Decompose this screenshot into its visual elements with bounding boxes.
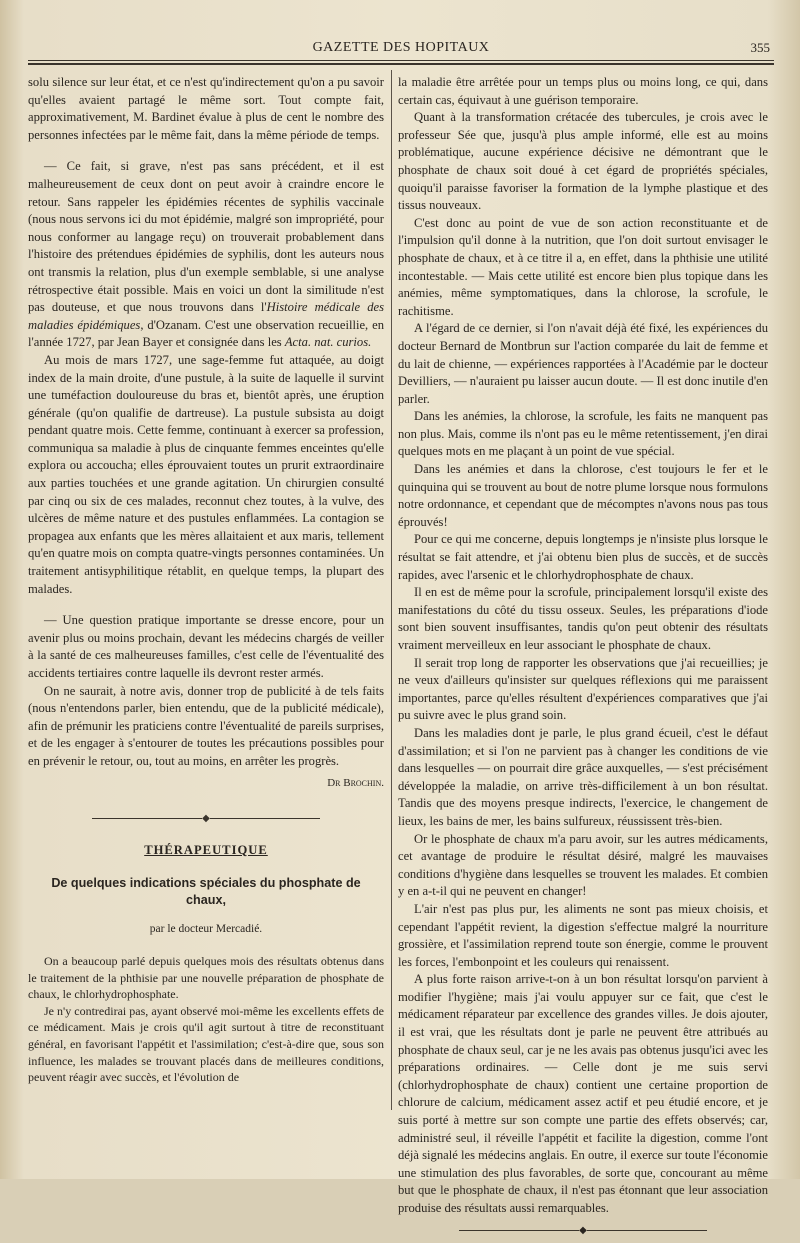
paragraph: — Ce fait, si grave, n'est pas sans précédent, et il est malheureusement de ceux dont on peut avoir à craindre encore le retour. Sans rappeler les épidémies récentes de syphilis vaccinale (nous nous servons ici du mot épidémie, malgré son impropriété, pour nous conformer au langage reçu) on trouverait probablement dans l'histoire des prétendues épidémies de syphilis, dont les auteurs nous ont transmis la relation, plus d'un exemple semblable, si une analyse rétrospective était possible. Mais en voici un dont la similitude n'est pas douteuse, et que nous trouvons dans l'Histoire médicale des maladies épidémiques, d'Ozanam. C'est une observation recueillie, en l'année 1727, par Jean Bayer et consignée dans les Acta. nat. curios.	[28, 159, 384, 350]
column-divider	[391, 70, 392, 1110]
paragraph: Au mois de mars 1727, une sage-femme fut attaquée, au doigt index de la main droite, d'une pustule, à la suite de laquelle il survint une tuméfaction douloureuse du bras et, bientôt après, une éruption générale (qu'on qualifie de dartreuse). La pustule subsista au doigt pendant quatre mois. Cette femme, continuant à exercer sa profession, communiqua sa maladie à plus de cinquante femmes enceintes qu'elle explora ou accoucha; elles éprouvaient toutes un prurit extraordinaire aux parties touchées et une grande agitation. Un chirurgien consulté par cinq ou six de ces malades, reconnut chez toutes, à la vulve, des ulcères de même nature et des pustules enflammées. La contagion se propagea aux enfants que les mères allaitaient et aux maris, tellement qu'en quatre mois on compta quatre-vingts personnes contaminées. Un traitement antisyphilitique rétablit, en quelque temps, la plupart des malades.	[28, 352, 384, 596]
ornament-divider: ◆	[28, 810, 384, 828]
page-number: 355	[750, 40, 770, 55]
paragraph: solu silence sur leur état, et ce n'est qu'indirectement qu'on a pu savoir qu'elles avaient partagé le même sort. Tout compte fait, approximativement, M. Bardinet évalue à plus de cent le nombre des personnes infectées par le même fait, dans la même période de temps.	[28, 75, 384, 142]
paragraph: Il serait trop long de rapporter les observations que j'ai recueillies; je ne veux d'ailleurs qu'insister sur quelques réflexions qui me paraissent importantes, parce qu'elles résultent d'expériences comparatives que j'ai pu suivre avec le plus grand soin.	[398, 655, 768, 723]
header-rule-thick	[28, 63, 774, 65]
signature: Dr Brochin.	[327, 776, 384, 789]
paragraph: — Une question pratique importante se dresse encore, pour un avenir plus ou moins prochain, devant les médecins chargés de veiller à la santé de ces malheureuses familles, c'est celle de l'éventualité des accidents tertiaires contre laquelle ils devront rester armés.	[28, 613, 384, 680]
ornament-divider: ◆	[398, 1222, 768, 1240]
paragraph: la maladie être arrêtée pour un temps plus ou moins long, ce qui, dans certain cas, équivaut à une guérison temporaire.	[398, 75, 768, 107]
byline: par le docteur Mercadié.	[149, 923, 263, 936]
paragraph: Quant à la transformation crétacée des tubercules, je crois avec le professeur Sée que, jusqu'à plus ample informé, elle est au moins problématique, aucune expérience décisive ne démontrant que le phosphate de chaux soit doué à cet égard de propriétés spéciales, quoiqu'il paraisse favoriser la formation de la lymphe plastique et des tissus nouveaux.	[398, 110, 768, 213]
paragraph: A plus forte raison arrive-t-on à un bon résultat lorsqu'on parvient à modifier l'hygiène; mais j'ai voulu appuyer sur ce fait, que c'est le médicament réparateur par excellence des grandes villes. Je dois ajouter, il est vrai, que les résultats dont je parle ne peuvent être attribués au phosphate de chaux seul, car je ne les avais pas obtenus jusqu'ici avec les préparations ordinaires. — Celle dont je me suis servi (chlorhydrophosphate de chaux) contient une certaine proportion de chlorure de calcium, médicament assez actif et peu étudié encore, et je suis porté à mettre sur son compte une partie des effets observés; car, administré seul, il réveille l'appétit et facilite la digestion, comme l'ont déjà signalé les médecins anglais. En outre, il exerce sur toute l'économie une stimulation des plus favorables, de sorte que, concourant au même but que le phosphate de chaux, il n'est pas étonnant que leur association produise des résultats aussi remarquables.	[398, 972, 768, 1215]
paragraph: Dans les anémies et dans la chlorose, c'est toujours le fer et le quinquina qui se trouvent au bout de notre plume lorsque nous formulons notre ordonnance, et cependant que de mécomptes n'avons nous pas tous éprouvés!	[398, 462, 768, 529]
paragraph: Dans les anémies, la chlorose, la scrofule, les faits ne manquent pas non plus. Mais, comme ils n'ont pas eu le même retentissement, j'en dirai quelques mots en me plaçant à un point de vue spécial.	[398, 409, 768, 459]
paragraph: On a beaucoup parlé depuis quelques mois des résultats obtenus dans le traitement de la phthisie par une nouvelle préparation de phosphate de chaux, le chlorhydrophosphate.	[28, 953, 384, 1002]
paragraph: Je n'y contredirai pas, ayant observé moi-même les excellents effets de ce médicament. Mais je crois qu'il agit surtout à titre de reconstituant général, en favorisant l'appétit et l'assimilation; c'est-à-dire que, sous son influence, les malades se trouvant placés dans de meilleures conditions, peuvent réagir avec succès, et l'évolution de	[28, 1003, 384, 1085]
right-column	[398, 74, 768, 1243]
left-column	[28, 74, 384, 1086]
paragraph: Il en est de même pour la scrofule, principalement lorsqu'il existe des manifestations du côté du tissu osseux. Seules, les préparations d'iode sont bien souvent insuffisantes, tandis qu'on peut obtenir des résultats vraiment merveilleux en leur associant le phosphate de chaux.	[398, 585, 768, 652]
paragraph: Pour ce qui me concerne, depuis longtemps je n'insiste plus lorsque le résultat se fait attendre, et j'ai obtenu bien plus de succès, et de succès rapides, avec l'arsenic et le chlorhydrophosphate de chaux.	[398, 532, 768, 582]
journal-title: GAZETTE DES HOPITAUX	[312, 40, 490, 55]
header-rule	[28, 60, 774, 61]
page-header	[28, 30, 774, 64]
paragraph: L'air n'est pas plus pur, les aliments ne sont pas mieux choisis, et cependant l'appétit revient, la digestion s'effectue malgré la nourriture grossière, et l'assimilation reprend toute son énergie, comme le prouvent les forces, l'embonpoint et les couleurs qui renaissent.	[398, 901, 768, 969]
paragraph: C'est donc au point de vue de son action reconstituante et de l'impulsion qu'il donne à la nutrition, que l'on doit surtout envisager le phosphate de chaux, et à ce titre il a, en effet, dans la phthisie une utilité incontestable. — Mais cette utilité est encore bien plus topique dans les anémies, même symptomatiques, dans la chlorose, la scrofule, le rachitisme.	[398, 215, 768, 318]
paragraph: A l'égard de ce dernier, si l'on n'avait déjà été fixé, les expériences du docteur Bernard de Montbrun sur l'action comparée du lait de femme et du lait de chienne, — expériences rapportées à l'Académie par le docteur Devilliers, — n'auraient pu laisser aucun doute. — Il est donc inutile d'en parler.	[398, 321, 768, 406]
paragraph: On ne saurait, à notre avis, donner trop de publicité à de tels faits (nous n'entendons parler, bien entendu, que de la publicité médicale), afin de prémunir les praticiens contre l'éventualité de pareils surprises, et de les engager à s'entourer de toutes les précautions possibles pour en prévenir le retour, ou, tout au moins, en arrêter les progrès.	[28, 683, 384, 768]
paragraph: Or le phosphate de chaux m'a paru avoir, sur les autres médicaments, cet avantage de produire le résultat désiré, malgré les mauvaises conditions d'hygiène dans lesquelles se trouvent les malades. Et combien y en a-t-il qui ne peuvent en changer!	[398, 831, 768, 899]
article-title: De quelques indications spéciales du phosphate de chaux,	[51, 876, 361, 908]
paragraph: Dans les maladies dont je parle, le plus grand écueil, c'est le défaut d'assimilation; et si l'on ne parvient pas à changer les conditions de vie dans lesquelles — on pourrait dire grâce auxquelles, — s'est précisément développée la maladie, on arrive très-difficilement à un bon résultat. Tandis que des moyens presque indirects, l'exercice, le changement de lieux, les bains de mer, les bains sulfureux, réussissent très-bien.	[398, 725, 768, 828]
section-title: THÉRAPEUTIQUE	[144, 842, 268, 857]
